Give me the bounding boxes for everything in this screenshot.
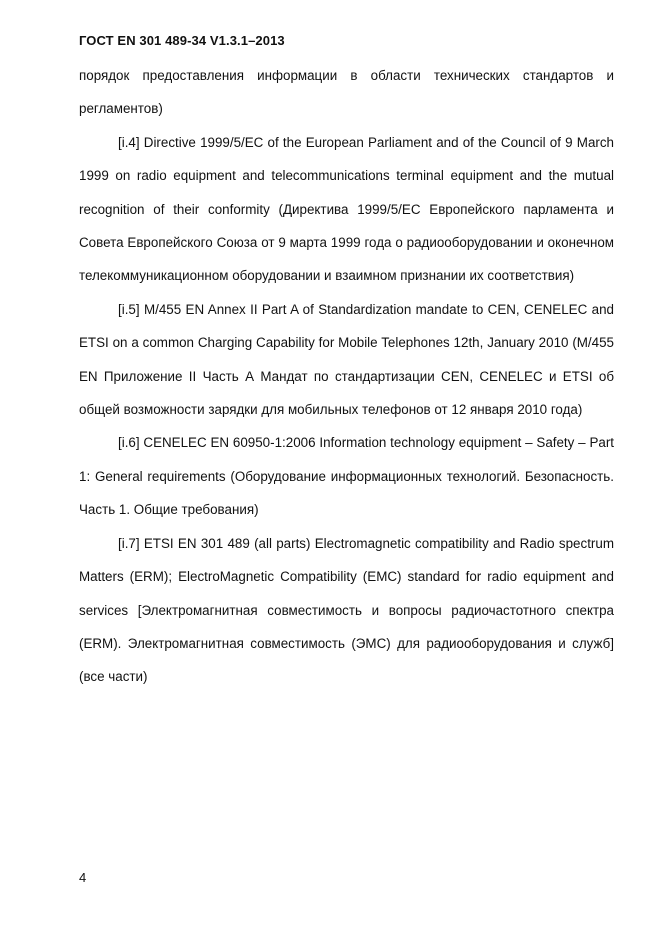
paragraph-continuation: порядок предоставления информации в области технических стандартов и регламентов) (79, 68, 614, 117)
document-body (79, 59, 614, 694)
reference-i5: [i.5] M/455 EN Annex II Part A of Standardization mandate to CEN, CENELEC and ETSI on a common Charging Capability for Mobile Telephones 12th, January 2010 (M/455 EN Приложение II Часть А Мандат по стандартизации CEN, CENELEC и ETSI об общей возможности зарядки для мобильных телефонов от 12 января 2010 года) (79, 301, 614, 418)
reference-i6: [i.6] CENELEC EN 60950-1:2006 Information technology equipment – Safety – Part 1: General requirements (Оборудование информационных технологий. Безопасность. Часть 1. Общие требования) (79, 435, 614, 518)
reference-i4: [i.4] Directive 1999/5/EC of the European Parliament and of the Council of 9 March 1999 on radio equipment and telecommunications terminal equipment and the mutual recognition of their conformity (Директива 1999/5/EC Европейского парламента и Совета Европейского Союза от 9 марта 1999 года о радиооборудовании и оконечном телекоммуникационном оборудовании и взаимном признании их соответствия) (79, 134, 614, 284)
page-header-title: ГОСТ EN 301 489-34 V1.3.1–2013 (79, 33, 285, 48)
page-number: 4 (79, 870, 87, 885)
reference-i7: [i.7] ETSI EN 301 489 (all parts) Electromagnetic compatibility and Radio spectrum Matters (ERM); ElectroMagnetic Compatibility (EMC) standard for radio equipment and services [Электромагнитная совместимость и вопросы радиочастотного спектра (ERM). Электромагнитная совместимость (ЭМС) для радиооборудования и служб] (все части) (79, 535, 614, 685)
